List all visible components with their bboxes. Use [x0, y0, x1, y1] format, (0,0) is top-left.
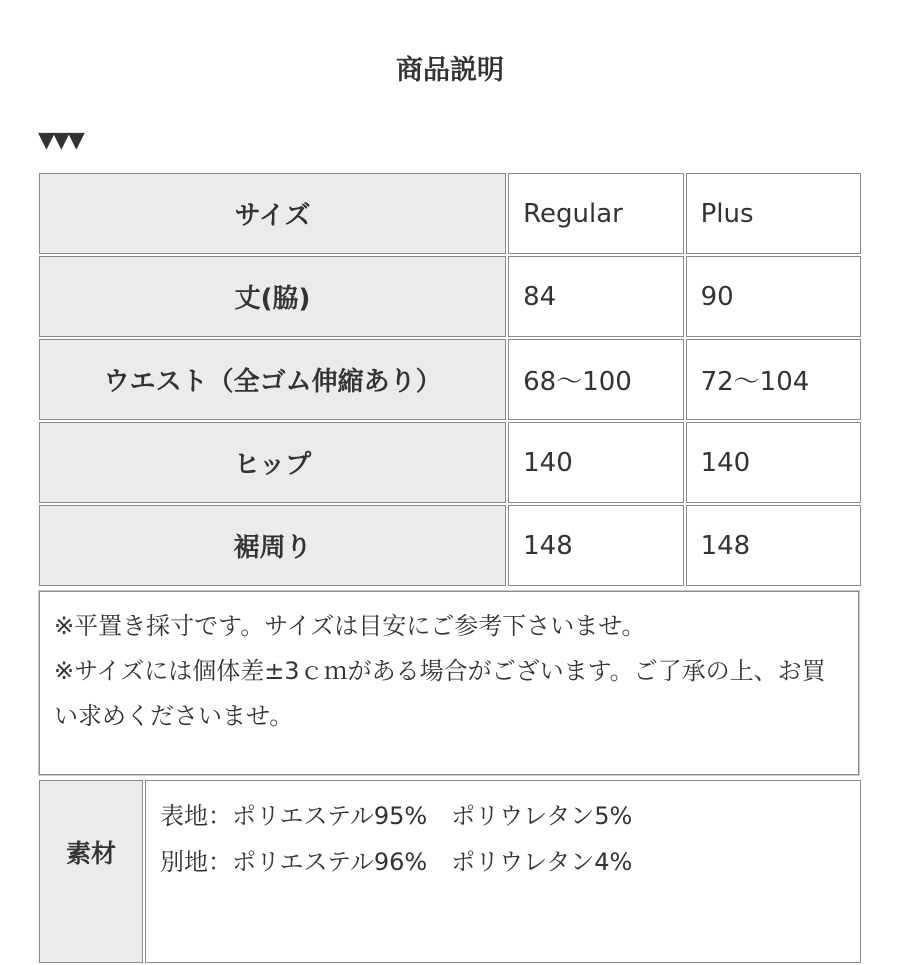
plus-value: 140 — [686, 422, 861, 503]
row-label: 裾周り — [39, 505, 506, 586]
size-notes — [39, 591, 859, 775]
material-line: 表地：ポリエステル95% ポリウレタン5% — [160, 802, 633, 830]
regular-value: 68〜100 — [508, 339, 683, 420]
size-table — [37, 171, 863, 588]
material-line: 別地：ポリエステル96% ポリウレタン4% — [160, 848, 633, 876]
row-label: 丈(脇) — [39, 256, 506, 337]
down-triangles-icon: ▼▼▼ — [38, 128, 83, 153]
table-row — [39, 780, 861, 963]
note-line: ※サイズには個体差±3ｃｍがある場合がございます。ご了承の上、お買い求めくださいませ。 — [54, 657, 826, 730]
table-row — [39, 173, 861, 254]
plus-value: 148 — [686, 505, 861, 586]
regular-value: Regular — [508, 173, 683, 254]
regular-value: 148 — [508, 505, 683, 586]
table-row — [39, 339, 861, 420]
table-row — [39, 256, 861, 337]
row-label: ウエスト（全ゴム伸縮あり） — [39, 339, 506, 420]
note-line: ※平置き採寸です。サイズは目安にご参考下さいませ。 — [54, 612, 646, 640]
material-label: 素材 — [39, 780, 143, 963]
regular-value: 84 — [508, 256, 683, 337]
table-row — [39, 505, 861, 586]
plus-value: 72〜104 — [686, 339, 861, 420]
plus-value: 90 — [686, 256, 861, 337]
table-row — [39, 422, 861, 503]
plus-value: Plus — [686, 173, 861, 254]
material-values — [145, 780, 861, 963]
material-table — [37, 778, 863, 965]
row-label: サイズ — [39, 173, 506, 254]
row-label: ヒップ — [39, 422, 506, 503]
regular-value: 140 — [508, 422, 683, 503]
page-title: 商品説明 — [396, 55, 504, 86]
